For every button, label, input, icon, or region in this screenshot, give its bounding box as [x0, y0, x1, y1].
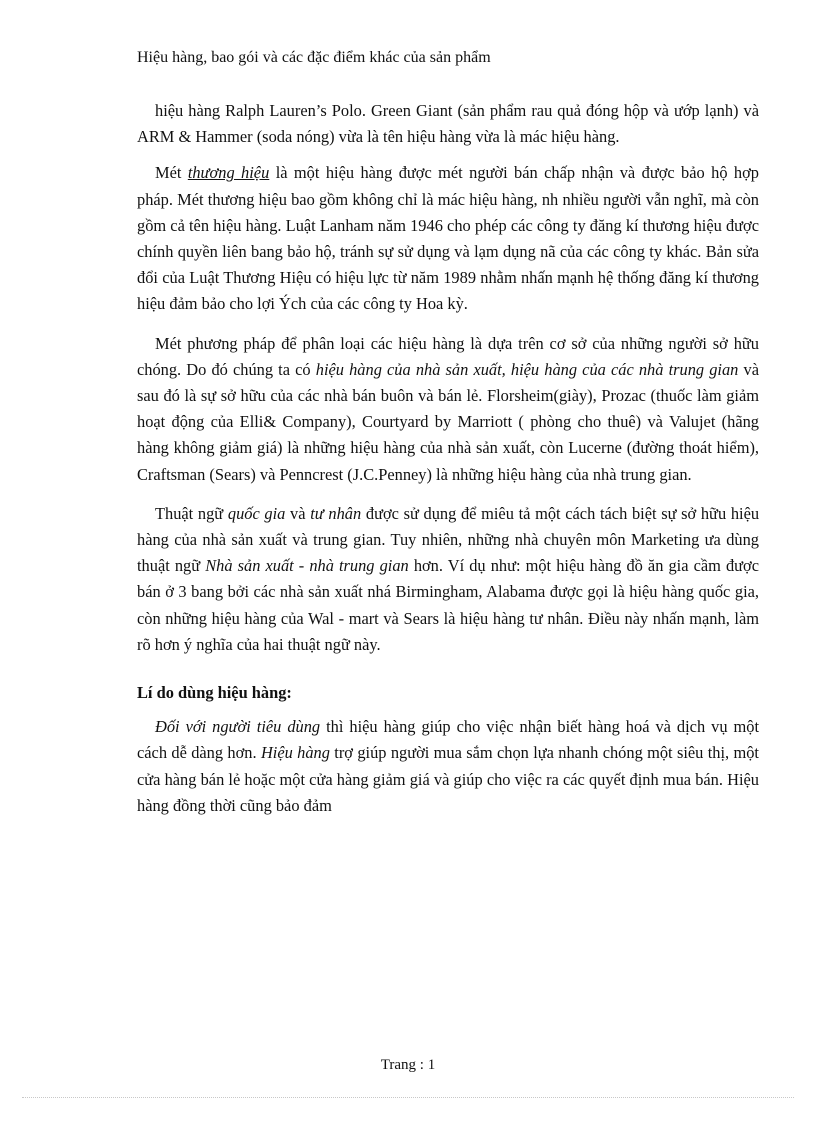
paragraph-2 [137, 160, 759, 317]
document-body [137, 98, 759, 832]
paragraph-4 [137, 501, 759, 658]
p5-text-a: thì hiệu hàng giúp cho việc nhận biết hàng hoá và dịch vụ một cách dễ dàng hơn. [137, 717, 760, 763]
p3-text-b: và sau đó là sự sở hữu của các nhà bán buôn và bán lẻ. Florsheim(giày), Prozac (thuốc làm giảm hoạt động của Elli& Company), Courtyard by Marriott ( phòng cho thuê) và Valujet (hãng hàng không giảm giá) là những hiệu hàng của nhà sản xuất, còn Lucerne (đường thoát hiểm), Craftsman (Sears) và Penncrest (J.C.Penney) là những hiệu hàng của nhà trung gian. [137, 359, 759, 484]
p5-italic-1: Đối với người tiêu dùng [155, 717, 321, 737]
page-header: Hiệu hàng, bao gói và các đặc điểm khác của sản phẩm [137, 49, 491, 66]
p4-text-c: được sử dụng để miêu tả một cách tách biệt sự sở hữu hiệu hàng của nhà sản xuất và trung gian. Tuy nhiên, những nhà chuyên môn Marketing ưa dùng thuật ngữ [137, 503, 760, 576]
page-bottom-divider [22, 1097, 794, 1098]
term-thuong-hieu: thương hiệu [187, 163, 270, 183]
p4-italic-3: Nhà sản xuất - nhà trung gian [205, 556, 409, 576]
p4-italic-1: quốc gia [227, 503, 286, 523]
p3-italic-1: hiệu hàng của nhà sản xuất, hiệu hàng của các nhà trung gian [315, 359, 739, 379]
p5-italic-2: Hiệu hàng [260, 743, 330, 763]
paragraph-3 [137, 331, 759, 488]
section-heading: Lí do dùng hiệu hàng: [137, 683, 292, 703]
page-number: Trang : 1 [380, 1057, 436, 1073]
p2-text-b: là một hiệu hàng được mét người bán chấp nhận và được bảo hộ hợp pháp. Mét thương hiệu bao gồm không chỉ là mác hiệu hàng, nh nhiều người vẫn nghĩ, mà còn gồm cả tên hiệu hàng. Luật Lanham năm 1946 cho phép các công ty đăng kí thương hiệu được chính quyền liên bang bảo hộ, tránh sự sử dụng và lạm dụng nã của các công ty khác. Bản sửa đổi của Luật Thương Hiệu có hiệu lực từ năm 1989 nhằm nhấn mạnh hệ thống đăng kí thương hiệu đảm bảo cho lợi Ých của các công ty Hoa kỳ. [137, 163, 759, 314]
paragraph-5 [137, 714, 759, 819]
p2-text-a: Mét [155, 163, 188, 183]
p3-text-a: Mét phương pháp để phân loại các hiệu hàng là dựa trên cơ sở của những người sở hữu chóng. Do đó chúng ta có [137, 333, 759, 379]
p5-text-b: trợ giúp người mua sắm chọn lựa nhanh chóng một siêu thị, một cửa hàng bán lẻ hoặc một cửa hàng giảm giá và giúp cho việc ra các quyết định mua bán. Hiệu hàng đồng thời cũng bảo đảm [137, 743, 759, 815]
p4-text-b: và [285, 503, 311, 523]
p4-italic-2: tư nhân [310, 503, 362, 523]
p4-text-a: Thuật ngữ [155, 503, 228, 523]
p4-text-d: hơn. Ví dụ như: một hiệu hàng đồ ăn gia cầm được bán ở 3 bang bởi các nhà sản xuất nhá Birmingham, Alabama được gọi là hiệu hàng quốc gia, còn những hiệu hàng của Wal - mart và Sears là hiệu hàng tư nhân. Điều này nhấn mạnh, làm rõ hơn ý nghĩa của hai thuật ngữ này. [137, 556, 759, 654]
paragraph-1: hiệu hàng Ralph Lauren’s Polo. Green Giant (sản phẩm rau quả đóng hộp và ướp lạnh) và ARM & Hammer (soda nóng) vừa là tên hiệu hàng vừa là mác hiệu hàng. [137, 101, 759, 147]
